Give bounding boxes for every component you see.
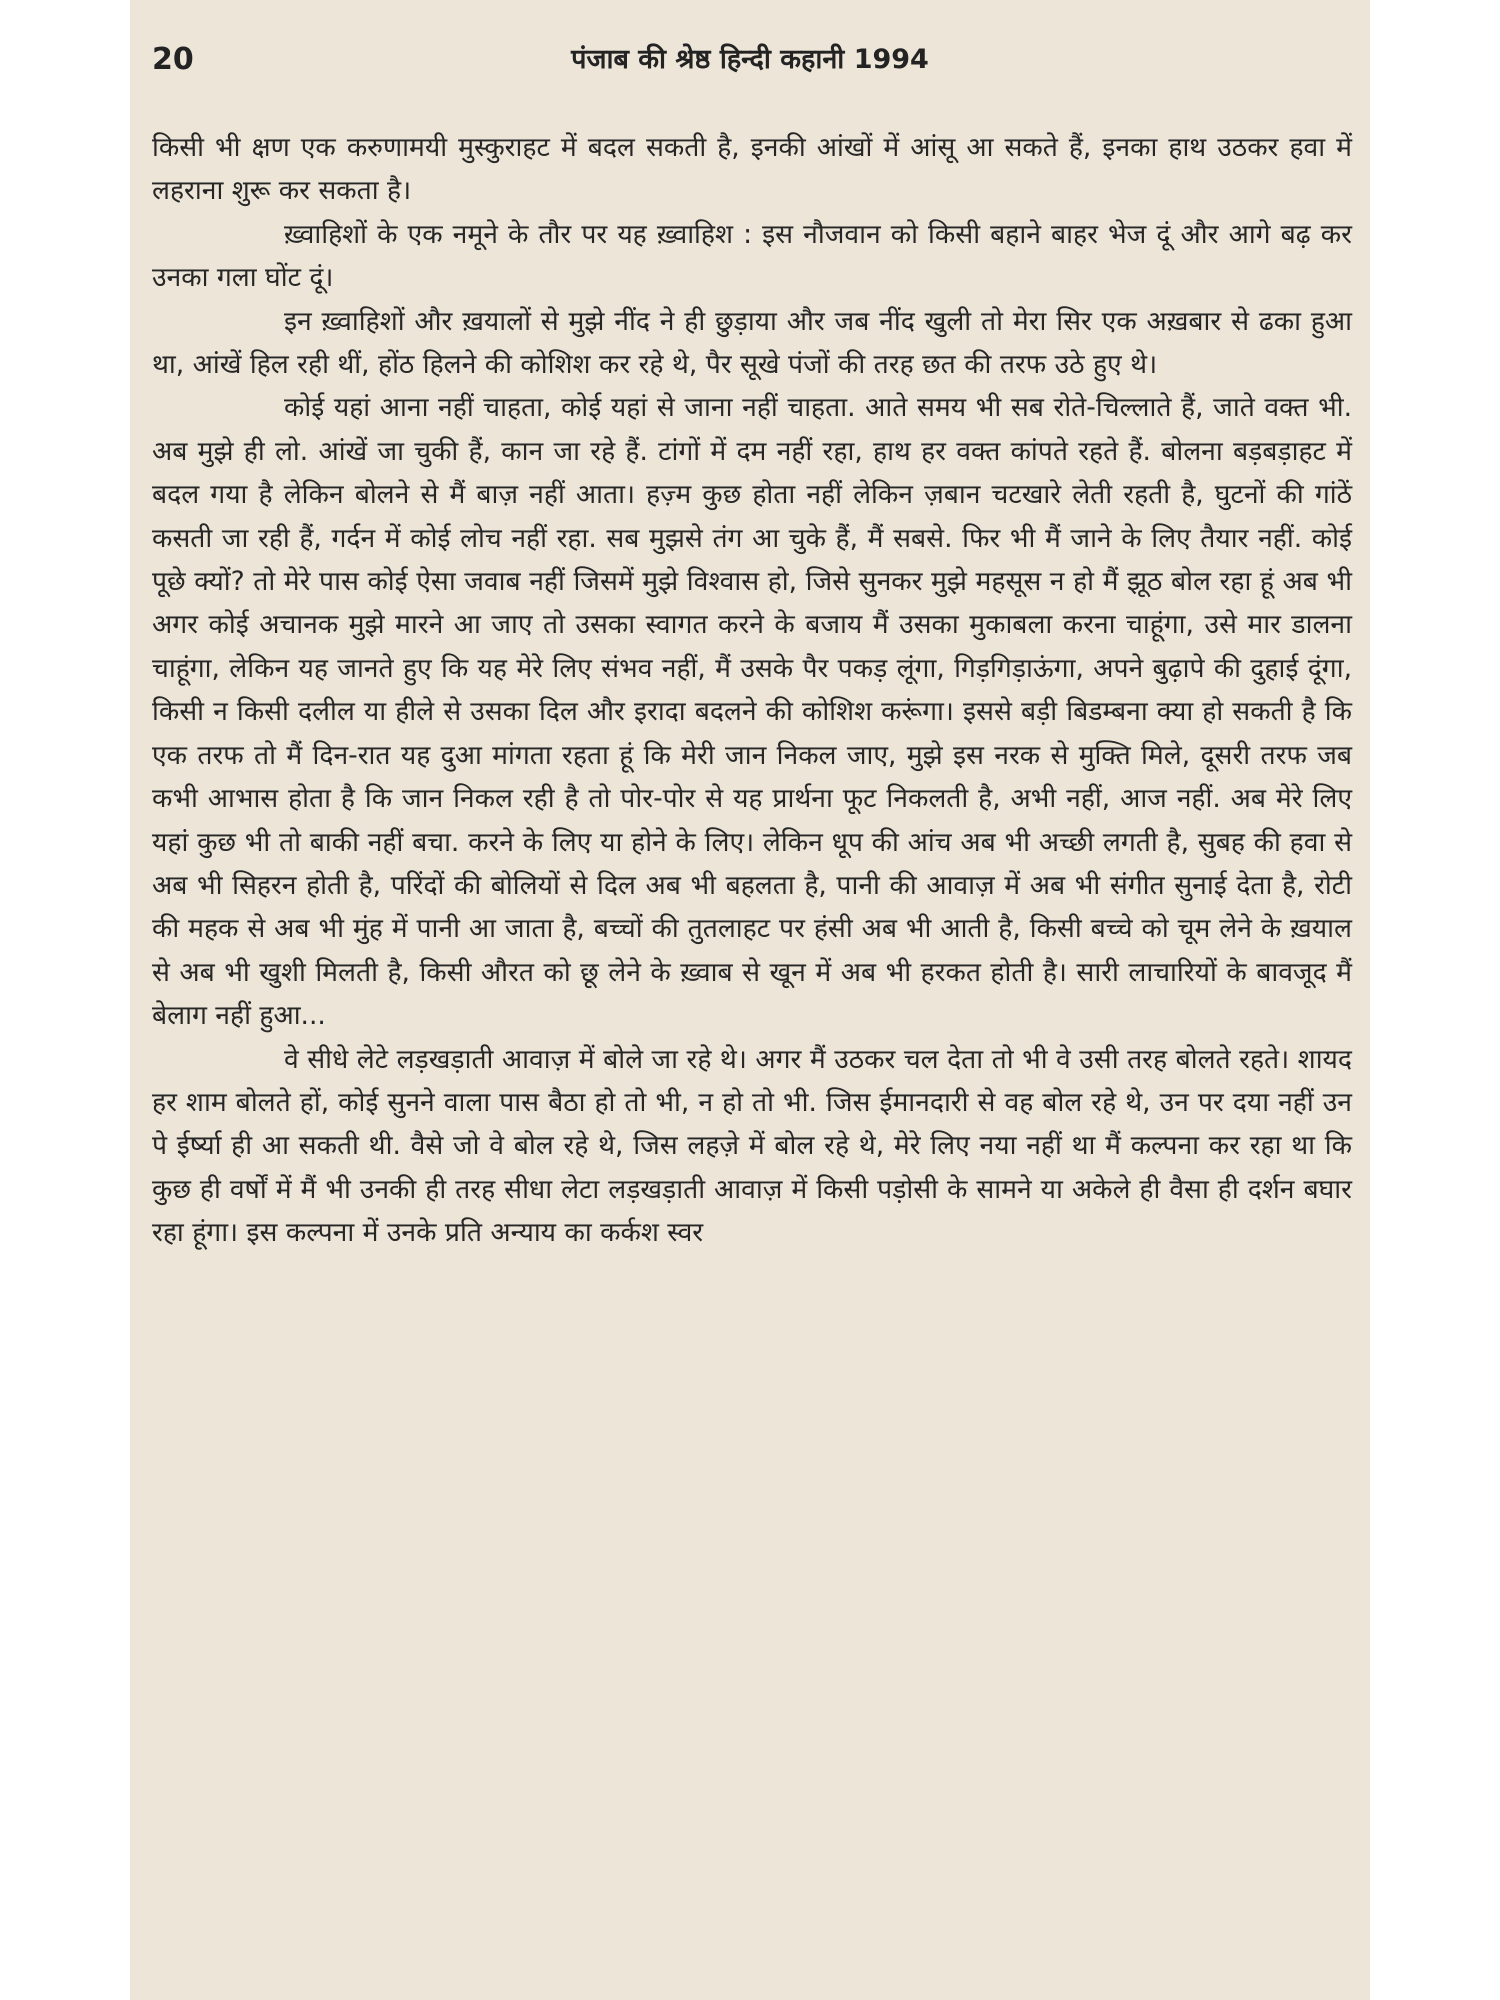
paragraph: कोई यहां आना नहीं चाहता, कोई यहां से जाना नहीं चाहता. आते समय भी सब रोते-चिल्लाते हैं, जाते वक्त भी. अब मुझे ही लो. आंखें जा चुकी हैं, कान जा रहे हैं. टांगों में दम नहीं रहा, हाथ हर वक्त कांपते रहते हैं. बोलना बड़बड़ाहट में बदल गया है लेकिन बोलने से मैं बाज़ नहीं आता। हज़्म कुछ होता नहीं लेकिन ज़बान चटखारे लेती रहती है, घुटनों की गांठें कसती जा रही हैं, गर्दन में कोई लोच नहीं रहा. सब मुझसे तंग आ चुके हैं, मैं सबसे. फिर भी मैं जाने के लिए तैयार नहीं. कोई पूछे क्यों? तो मेरे पास कोई ऐसा जवाब नहीं जिसमें मुझे विश्वास हो, जिसे सुनकर मुझे महसूस न हो मैं झूठ बोल रहा हूं अब भी अगर कोई अचानक मुझे मारने आ जाए तो उसका स्वागत करने के बजाय मैं उसका मुकाबला करना चाहूंगा, उसे मार डालना चाहूंगा, लेकिन यह जानते हुए कि यह मेरे लिए संभव नहीं, मैं उसके पैर पकड़ लूंगा, गिड़गिड़ाऊंगा, अपने बुढ़ापे की दुहाई दूंगा, किसी न किसी दलील या हीले से उसका दिल और इरादा बदलने की कोशिश करूंगा। इससे बड़ी बिडम्बना क्या हो सकती है कि एक तरफ तो मैं दिन-रात यह दुआ मांगता रहता हूं कि मेरी जान निकल जाए, मुझे इस नरक से मुक्ति मिले, दूसरी तरफ जब कभी आभास होता है कि जान निकल रही है तो पोर-पोर से यह प्रार्थना फूट निकलती है, अभी नहीं, आज नहीं. अब मेरे लिए यहां कुछ भी तो बाकी नहीं बचा. करने के लिए या होने के लिए। लेकिन धूप की आंच अब भी अच्छी लगती है, सुबह की हवा से अब भी सिहरन होती है, परिंदों की बोलियों से दिल अब भी बहलता है, पानी की आवाज़ में अब भी संगीत सुनाई देता है, रोटी की महक से अब भी मुंह में पानी आ जाता है, बच्चों की तुतलाहट पर हंसी अब भी आती है, किसी बच्चे को चूम लेने के ख़याल से अब भी खुशी मिलती है, किसी औरत को छू लेने के ख़्वाब से खून में अब भी हरकत होती है। सारी लाचारियों के बावजूद मैं बेलाग नहीं हुआ... (152, 392, 1352, 1032)
paragraph: वे सीधे लेटे लड़खड़ाती आवाज़ में बोले जा रहे थे। अगर मैं उठकर चल देता तो भी वे उसी तरह बोलते रहते। शायद हर शाम बोलते हों, कोई सुनने वाला पास बैठा हो तो भी, न हो तो भी. जिस ईमानदारी से वह बोल रहे थे, उन पर दया नहीं उन पे ईर्ष्या ही आ सकती थी. वैसे जो वे बोल रहे थे, जिस लहज़े में बोल रहे थे, मेरे लिए नया नहीं था मैं कल्पना कर रहा था कि कुछ ही वर्षों में मैं भी उनकी ही तरह सीधा लेटा लड़खड़ाती आवाज़ में किसी पड़ोसी के सामने या अकेले ही वैसा ही दर्शन बघार रहा हूंगा। इस कल्पना में उनके प्रति अन्याय का कर्कश स्वर (152, 1043, 1352, 1249)
book-page (130, 0, 1370, 2000)
running-header (152, 38, 1348, 82)
paragraph: इन ख़्वाहिशों और ख़यालों से मुझे नींद ने ही छुड़ाया और जब नींद खुली तो मेरा सिर एक अख़बार से ढका हुआ था, आंखें हिल रही थीं, होंठ हिलने की कोशिश कर रहे थे, पैर सूखे पंजों की तरह छत की तरफ उठे हुए थे। (152, 305, 1352, 381)
paragraph: किसी भी क्षण एक करुणामयी मुस्कुराहट में बदल सकती है, इनकी आंखों में आंसू आ सकते हैं, इनका हाथ उठकर हवा में लहराना शुरू कर सकता है। (152, 132, 1352, 207)
book-title: पंजाब की श्रेष्ठ हिन्दी कहानी 1994 (571, 44, 929, 75)
paragraph: ख़्वाहिशों के एक नमूने के तौर पर यह ख़्वाहिश : इस नौजवान को किसी बहाने बाहर भेज दूं और आगे बढ़ कर उनका गला घोंट दूं। (152, 218, 1352, 294)
story-text (152, 126, 1352, 1255)
page-number: 20 (152, 42, 194, 77)
